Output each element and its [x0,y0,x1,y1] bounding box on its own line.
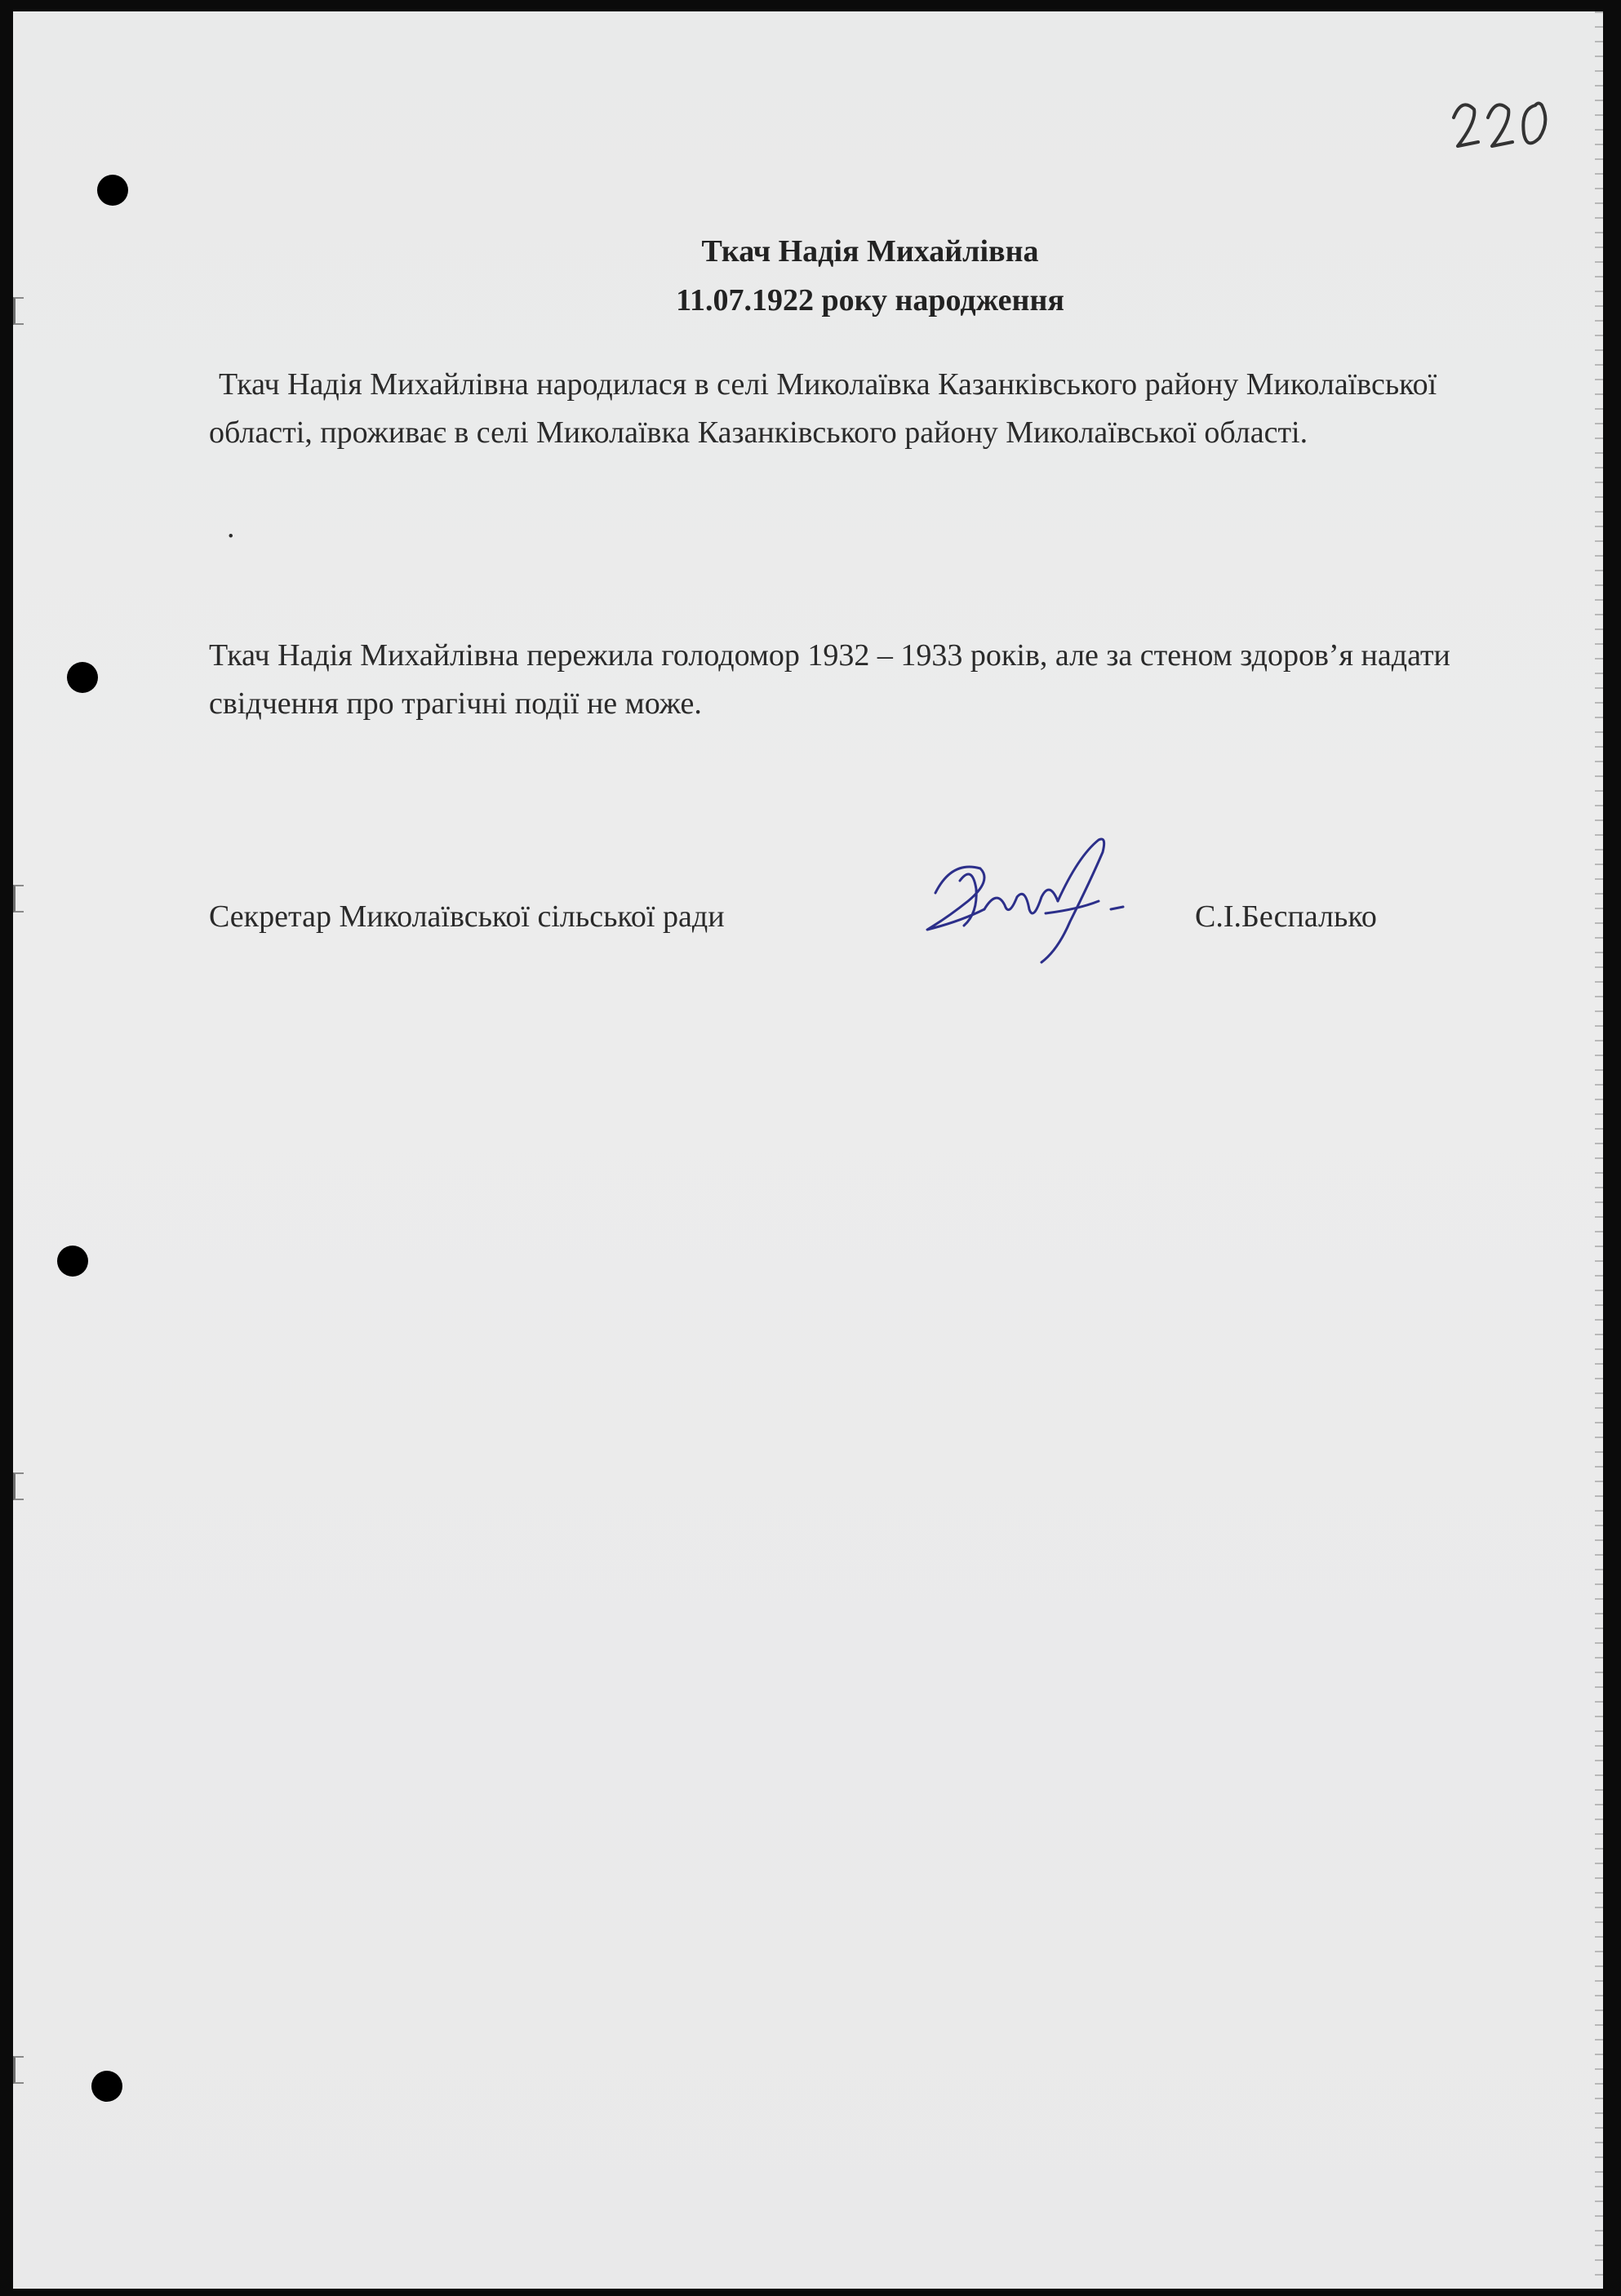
punch-hole [67,662,98,693]
birth-date-line: 11.07.1922 року народження [676,283,1064,318]
signatory-title: Секретар Миколаївської сільської ради [209,899,725,934]
birth-residence-paragraph: Ткач Надія Михайлівна народилася в селі Миколаївка Казанківського району Миколаївської області, проживає в селі Миколаївка Казанківського району Миколаївської області. [209,367,1437,450]
famine-statement-paragraph: Ткач Надія Михайлівна пережила голодомор 1932 – 1933 років, але за стеном здоров’я надати свідчення про трагічні події не може. [209,638,1450,721]
document-page [13,11,1603,2289]
punch-hole [57,1246,88,1277]
stray-mark: . [227,510,235,544]
punch-hole [97,175,128,206]
punch-hole [91,2071,122,2102]
edge-tick [13,885,24,913]
document-title: Ткач Надія Михайлівна [701,234,1039,269]
edge-tick [13,1472,24,1500]
edge-tick [13,2056,24,2084]
handwritten-signature [903,832,1180,979]
signatory-name: С.І.Беспалько [1195,899,1377,934]
paper-edge-marks [1595,11,1603,2289]
handwritten-page-number [1446,85,1560,167]
